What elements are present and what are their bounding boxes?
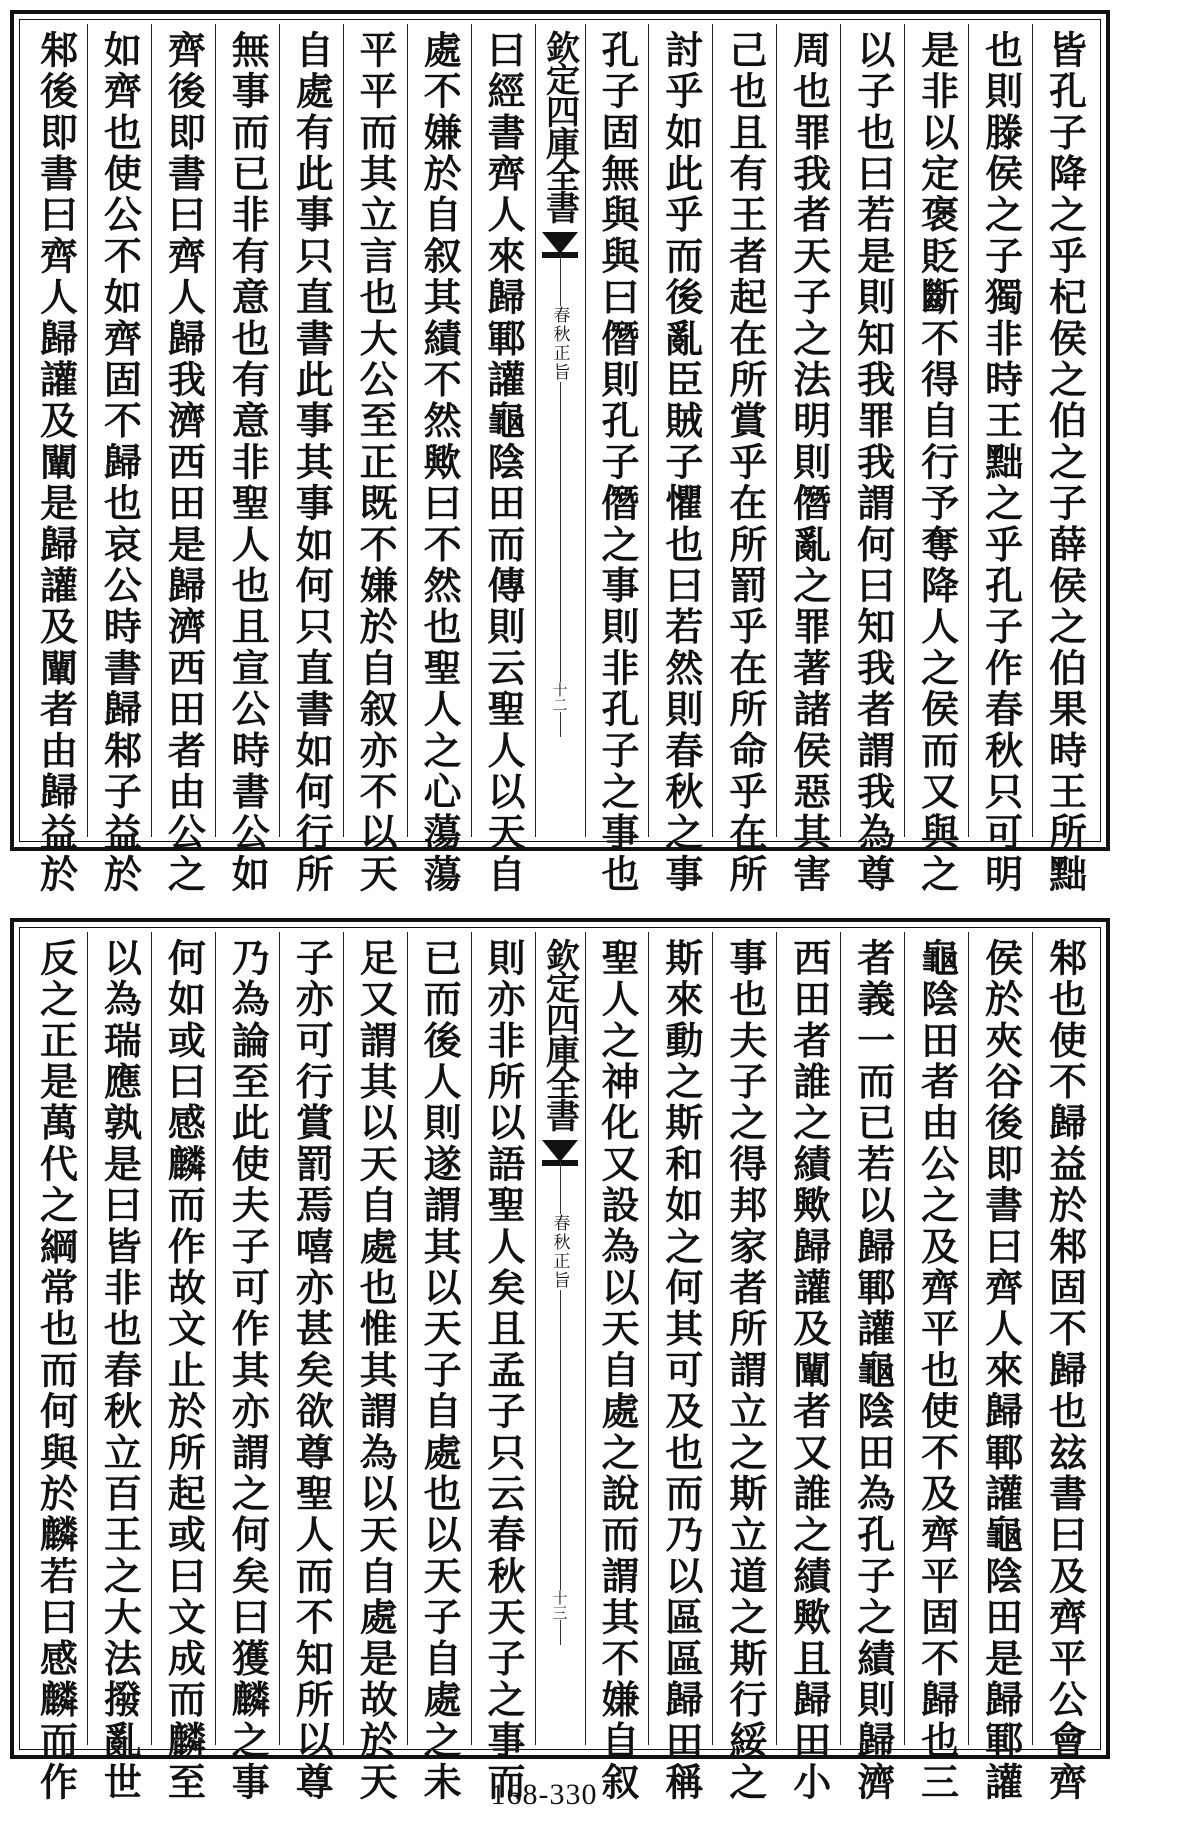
fish-tail-icon [542, 1140, 578, 1162]
column-text: 己也且有王者起在所賞乎在所罰乎在所命乎在所 [722, 30, 768, 896]
book-title: 欽定四庫全書 [539, 938, 580, 1130]
text-column [648, 24, 712, 896]
column-text: 周也罪我者天子之法明則僭亂之罪著諸侯惡其害 [786, 30, 832, 896]
text-column [407, 24, 471, 896]
text-column [215, 24, 279, 896]
text-column [1032, 932, 1096, 1804]
book-title: 欽定四庫全書 [539, 30, 580, 222]
column-text: 是非以定褒貶斷不得自行予奪降人之侯而又與之 [914, 30, 960, 896]
column-text: 足又謂其以天自處也惟其謂為以天自處是故於天 [353, 938, 399, 1804]
text-column [712, 932, 776, 1804]
leaf-number: 十二 [550, 682, 569, 712]
leaf-number: 十三 [550, 1590, 569, 1620]
column-text: 孔子固無與與曰僭則孔子僭之事則非孔子之事也 [594, 30, 640, 896]
column-text: 龜陰田者由公之及齊平也使不及齊平固不歸也三 [914, 938, 960, 1804]
page-top [10, 10, 1110, 896]
column-text: 討乎如此乎而後亂臣賊子懼也曰若然則春秋之事 [658, 30, 704, 896]
text-column [585, 24, 649, 896]
center-fold [535, 932, 585, 1745]
text-column [87, 24, 151, 896]
column-text: 平平而其立言也大公至正既不嫌於自叙亦不以天 [353, 30, 399, 896]
text-column [968, 932, 1032, 1804]
text-column [776, 932, 840, 1804]
column-text: 無事而已非有意也有意非聖人也且宣公時書公如 [225, 30, 271, 896]
text-column [840, 932, 904, 1804]
page-number: 168-330 [490, 1778, 598, 1811]
column-text: 者義一而已若以歸鄆讙龜陰田為孔子之績則歸濟 [850, 938, 896, 1804]
column-text: 處不嫌於自叙其績不然歟曰不然也聖人之心蕩蕩 [417, 30, 463, 896]
column-text: 聖人之神化又設為以天自處之說而謂其不嫌自叙 [594, 938, 640, 1804]
text-column [151, 932, 215, 1804]
text-column [712, 24, 776, 896]
text-column [343, 24, 407, 896]
center-fold [535, 24, 585, 837]
text-column [151, 24, 215, 896]
column-text: 子亦可行賞罰焉嘻亦甚矣欲尊聖人而不知所以尊 [289, 938, 335, 1804]
text-column [968, 24, 1032, 896]
text-columns [24, 24, 1096, 896]
column-text: 侯於夾谷後即書曰齊人來歸鄆讙龜陰田是歸鄆讙 [978, 938, 1024, 1804]
text-column [585, 932, 649, 1804]
column-text: 以為瑞應孰是曰皆非也春秋立百王之大法撥亂世 [97, 938, 143, 1804]
text-column [24, 932, 87, 1804]
column-text: 斯來動之斯和如之何其可及也而乃以區區歸田稱 [658, 938, 704, 1804]
column-text: 邾也使不歸益於邾固不歸也玆書曰及齊平公會齊 [1042, 938, 1088, 1804]
text-column [343, 932, 407, 1804]
column-text: 反之正是萬代之綱常也而何與於麟若曰感麟而作 [33, 938, 79, 1804]
text-column [471, 932, 535, 1804]
text-column [904, 932, 968, 1804]
text-column [471, 24, 535, 896]
text-column [648, 932, 712, 1804]
column-text: 如齊也使公不如齊固不歸也哀公時書歸邾子益於 [97, 30, 143, 896]
column-text: 以子也曰若是則知我罪我謂何曰知我者謂我為尊 [850, 30, 896, 896]
fish-tail-icon [542, 232, 578, 254]
chapter-title: 春秋正旨 [548, 306, 573, 382]
text-column [279, 24, 343, 896]
chapter-title: 春秋正旨 [548, 1214, 573, 1290]
column-text: 齊後即書曰齊人歸我濟西田是歸濟西田者由公之 [161, 30, 207, 896]
column-text: 事也夫子之得邦家者所謂立之斯立道之斯行綏之 [722, 938, 768, 1804]
text-column [840, 24, 904, 896]
column-text: 皆孔子降之乎杞侯之伯之子薛侯之伯果時王所黜 [1042, 30, 1088, 896]
column-text: 乃為論至此使夫子可作其亦謂之何矣曰獲麟之事 [225, 938, 271, 1804]
column-text: 何如或曰感麟而作故文止於所起或曰文成而麟至 [161, 938, 207, 1804]
column-text: 邾後即書曰齊人歸讙及闡是歸讙及闡者由歸益於 [33, 30, 79, 896]
text-column [407, 932, 471, 1804]
text-column [1032, 24, 1096, 896]
column-text: 西田者誰之績歟歸讙及闡者又誰之績歟且歸田小 [786, 938, 832, 1804]
column-text: 自處有此事只直書此事其事如何只直書如何行所 [289, 30, 335, 896]
text-column [904, 24, 968, 896]
text-column [215, 932, 279, 1804]
column-text: 也則滕侯之子獨非時王黜之乎孔子作春秋只可明 [978, 30, 1024, 896]
text-column [279, 932, 343, 1804]
column-text: 已而後人則遂謂其以天子自處也以天子自處之未 [417, 938, 463, 1804]
text-column [776, 24, 840, 896]
column-text: 曰經書齊人來歸鄆讙龜陰田而傳則云聖人以天自 [481, 30, 527, 896]
text-column [24, 24, 87, 896]
column-text: 則亦非所以語聖人矣且孟子只云春秋天子之事而 [481, 938, 527, 1804]
text-column [87, 932, 151, 1804]
